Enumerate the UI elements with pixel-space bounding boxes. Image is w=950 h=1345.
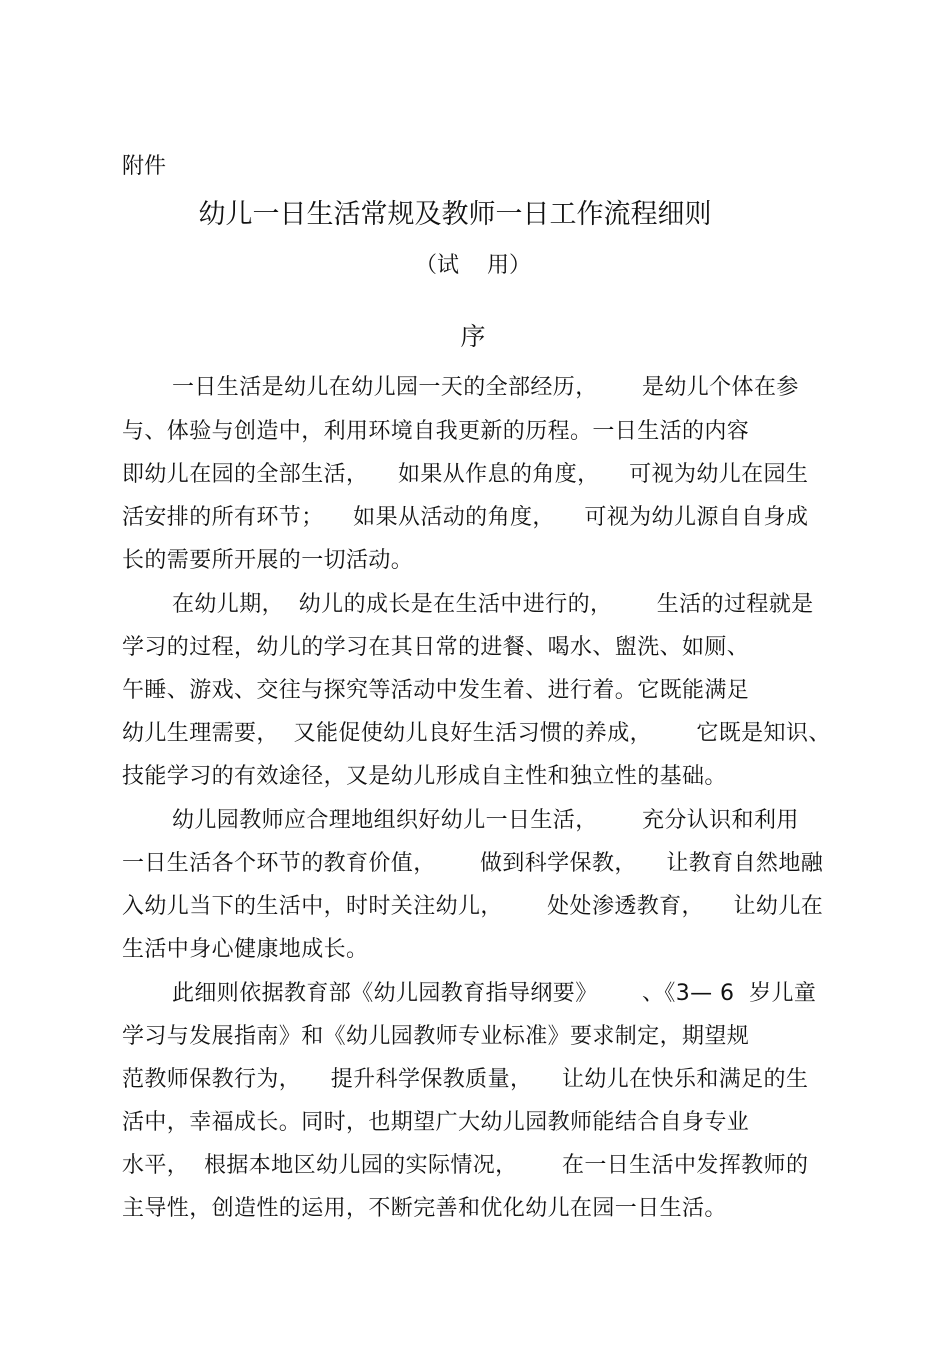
paragraph-1-line-3: 即幼儿在园的全部生活， 如果从作息的角度， 可视为幼儿在园生 [122, 462, 809, 487]
paragraph-4-line-3: 范教师保教行为， 提升科学保教质量， 让幼儿在快乐和满足的生 [122, 1067, 809, 1092]
paragraph-2-line-4: 幼儿生理需要， 又能促使幼儿良好生活习惯的养成， 它既是知识、 [122, 721, 831, 746]
paragraph-3-line-1: 幼儿园教师应合理地组织好幼儿一日生活， 充分认识和利用 [172, 808, 799, 833]
paragraph-3-line-4: 生活中身心健康地成长。 [122, 937, 369, 962]
paragraph-1-line-2: 与、体验与创造中，利用环境自我更新的历程。一日生活的内容 [122, 419, 750, 444]
document-title: 幼儿一日生活常规及教师一日工作流程细则 [198, 199, 712, 230]
document-subtitle: （试 用） [415, 253, 531, 278]
paragraph-4-line-6: 主导性，创造性的运用，不断完善和优化幼儿在园一日生活。 [122, 1196, 727, 1221]
paragraph-3-line-3: 入幼儿当下的生活中，时时关注幼儿， 处处渗透教育， 让幼儿在 [122, 894, 824, 919]
paragraph-3-line-2: 一日生活各个环节的教育价值， 做到科学保教， 让教育自然地融 [122, 851, 824, 876]
paragraph-1-line-5: 长的需要所开展的一切活动。 [122, 548, 414, 573]
paragraph-1-line-1: 一日生活是幼儿在幼儿园一天的全部经历， 是幼儿个体在参 [172, 375, 799, 400]
attachment-label: 附件 [122, 154, 167, 179]
paragraph-2-line-1: 在幼儿期， 幼儿的成长是在生活中进行的， 生活的过程就是 [172, 592, 814, 617]
paragraph-2-line-5: 技能学习的有效途径，又是幼儿形成自主性和独立性的基础。 [122, 764, 727, 789]
paragraph-4-line-5: 水平， 根据本地区幼儿园的实际情况， 在一日生活中发挥教师的 [122, 1153, 809, 1178]
paragraph-2-line-2: 学习的过程，幼儿的学习在其日常的进餐、喝水、盥洗、如厕、 [122, 635, 750, 660]
paragraph-4-line-1: 此细则依据教育部《幼儿园教育指导纲要》 、《3— 6 岁儿童 [172, 981, 817, 1006]
section-heading-preface: 序 [460, 322, 486, 351]
paragraph-1-line-4: 活安排的所有环节； 如果从活动的角度， 可视为幼儿源自自身成 [122, 505, 809, 530]
paragraph-4-line-4: 活中，幸福成长。同时，也期望广大幼儿园教师能结合自身专业 [122, 1110, 750, 1135]
paragraph-2-line-3: 午睡、游戏、交往与探究等活动中发生着、进行着。它既能满足 [122, 678, 750, 703]
paragraph-4-line-2: 学习与发展指南》和《幼儿园教师专业标准》要求制定，期望规 [122, 1024, 750, 1049]
